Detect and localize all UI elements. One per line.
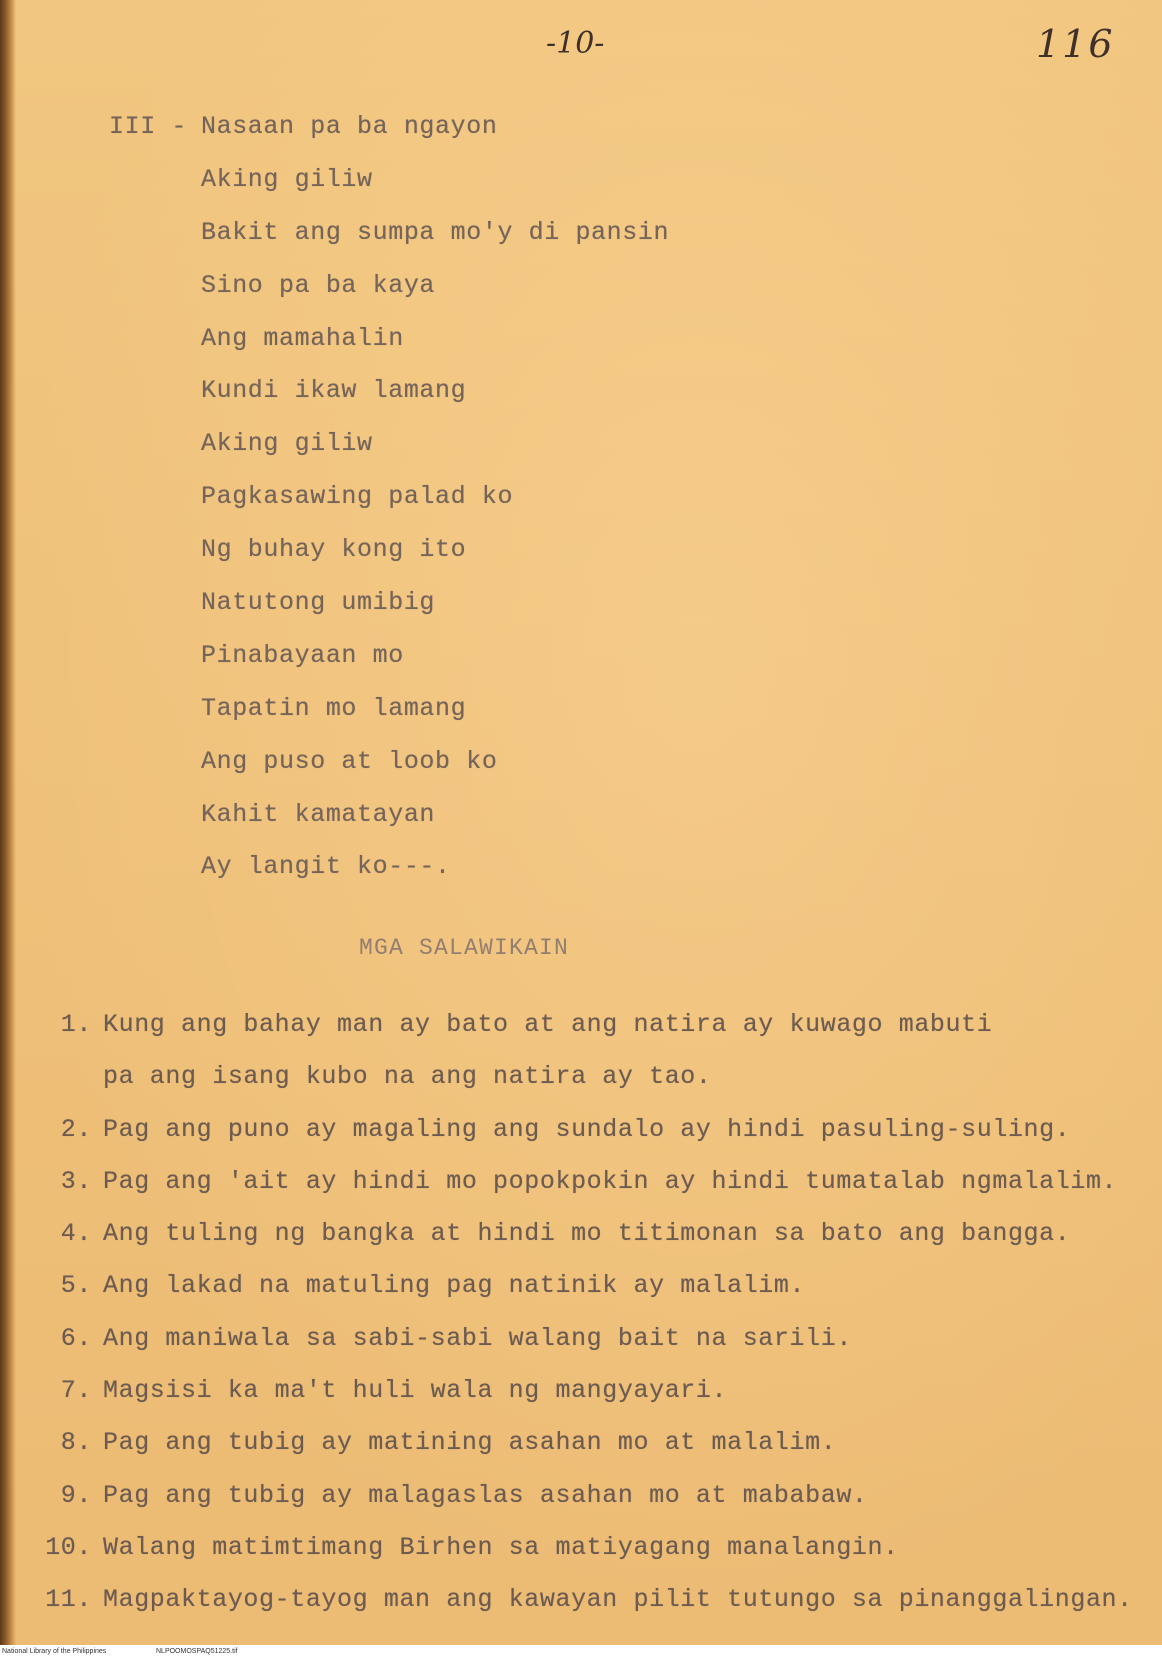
proverb-text: Magpaktayog-tayog man ang kawayan pilit tutungo sa pinanggalingan. [103, 1585, 1133, 1615]
proverb-text: Ang maniwala sa sabi-sabi walang bait na sarili. [103, 1323, 852, 1353]
proverb-item [0, 1365, 1162, 1417]
proverb-number-blank [0, 1051, 92, 1103]
footer-filename: NLPOOMOSPAQ51225.tif [156, 1648, 238, 1655]
proverb-item [0, 1417, 1162, 1469]
song-line [109, 101, 669, 154]
proverb-number: 3. [60, 1166, 92, 1196]
song-stanza [109, 101, 670, 894]
proverb-item [0, 1522, 1162, 1574]
song-line: Bakit ang sumpa mo'y di pansin [201, 217, 670, 247]
song-line: Aking giliw [201, 429, 373, 459]
proverb-number: 4. [60, 1219, 92, 1249]
proverb-text: Kung ang bahay man ay bato at ang natira ay kuwago mabuti [103, 1010, 993, 1039]
proverb-item-continuation [0, 1051, 1162, 1103]
proverb-item [0, 1470, 1162, 1522]
song-line: Ang puso at loob ko [201, 746, 498, 776]
proverb-number: 11. [45, 1585, 92, 1615]
proverb-item [0, 1208, 1162, 1260]
proverb-number: 7. [60, 1376, 92, 1406]
proverbs-heading: MGA SALAWIKAIN [359, 935, 570, 961]
proverb-number: 5. [60, 1271, 92, 1301]
song-line: Kahit kamatayan [201, 799, 436, 829]
scan-footer [0, 1645, 1162, 1658]
song-line: Ang mamahalin [201, 323, 404, 353]
proverb-text: Pag ang puno ay magaling ang sundalo ay hindi pasuling-suling. [103, 1114, 1071, 1144]
song-line: Pagkasawing palad ko [201, 482, 514, 512]
song-line: Sino pa ba kaya [201, 270, 436, 300]
song-line: Natutong umibig [201, 588, 436, 618]
proverb-number: 2. [60, 1114, 92, 1144]
proverb-text: Ang tuling ng bangka at hindi mo titimonan sa bato ang bangga. [103, 1219, 1071, 1249]
proverb-number: 10. [45, 1532, 92, 1562]
proverb-item [0, 999, 1162, 1051]
proverb-text: Magsisi ka ma't huli wala ng mangyayari. [103, 1376, 728, 1406]
proverb-item [0, 1260, 1162, 1312]
song-line: Tapatin mo lamang [201, 693, 467, 723]
proverb-text-continuation: pa ang isang kubo na ang natira ay tao. [103, 1062, 712, 1092]
proverb-number: 8. [60, 1428, 92, 1458]
proverb-text: Walang matimtimang Birhen sa matiyagang manalangin. [103, 1532, 899, 1562]
proverb-number: 9. [60, 1480, 92, 1510]
song-line: Ay langit ko---. [201, 852, 451, 882]
handwritten-page-number: -10- [546, 26, 605, 61]
proverb-number: 1. [60, 1010, 92, 1039]
proverb-item [0, 1104, 1162, 1156]
song-line: Aking giliw [201, 164, 373, 194]
song-line-text: Nasaan pa ba ngayon [201, 112, 498, 141]
footer-institution: National Library of the Philippines [2, 1648, 107, 1655]
proverb-text: Pag ang tubig ay matining asahan mo at malalim. [103, 1428, 837, 1458]
section-label: III - [109, 112, 188, 141]
proverb-text: Pag ang 'ait ay hindi mo popokpokin ay hindi tumatalab ngmalalim. [103, 1166, 1118, 1196]
proverb-item [0, 1313, 1162, 1365]
song-line: Ng buhay kong ito [201, 535, 467, 565]
proverb-text: Ang lakad na matuling pag natinik ay malalim. [103, 1271, 806, 1301]
proverb-item [0, 1156, 1162, 1208]
song-line: Pinabayaan mo [201, 640, 404, 670]
proverb-text: Pag ang tubig ay malagaslas asahan mo at mababaw. [103, 1480, 868, 1510]
proverb-item [0, 1574, 1162, 1626]
proverb-number: 6. [60, 1323, 92, 1353]
proverb-list [0, 999, 1162, 1627]
song-line: Kundi ikaw lamang [201, 376, 467, 406]
handwritten-folio-number: 116 [1036, 22, 1115, 66]
